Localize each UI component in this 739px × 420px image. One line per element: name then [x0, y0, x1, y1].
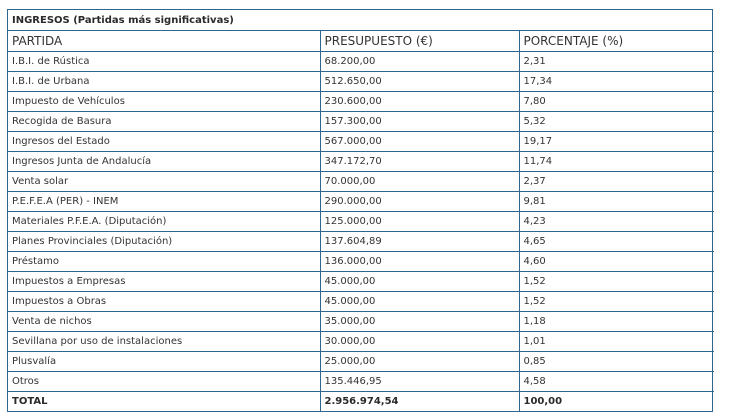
cell-partida: Recogida de Basura: [8, 111, 320, 131]
cell-partida: Préstamo: [8, 251, 320, 271]
ingresos-table: [7, 9, 713, 412]
table-row: [8, 351, 714, 371]
cell-partida: Materiales P.F.E.A. (Diputación): [8, 211, 320, 231]
table-row: [8, 231, 714, 251]
table-row: [8, 71, 714, 91]
cell-porcentaje: 4,65: [519, 231, 714, 251]
table-row: [8, 131, 714, 151]
cell-partida: Impuesto de Vehículos: [8, 91, 320, 111]
cell-partida: Planes Provinciales (Diputación): [8, 231, 320, 251]
cell-presupuesto: 68.200,00: [320, 51, 519, 71]
cell-partida: Otros: [8, 371, 320, 391]
cell-presupuesto: 125.000,00: [320, 211, 519, 231]
header-row: [8, 31, 714, 51]
table-row: [8, 371, 714, 391]
header-porcentaje: PORCENTAJE (%): [519, 31, 714, 51]
cell-porcentaje: 17,34: [519, 71, 714, 91]
cell-porcentaje: 4,58: [519, 371, 714, 391]
cell-partida: I.B.I. de Rústica: [8, 51, 320, 71]
table-row: [8, 311, 714, 331]
table-row: [8, 151, 714, 171]
cell-presupuesto: 137.604,89: [320, 231, 519, 251]
cell-presupuesto: 30.000,00: [320, 331, 519, 351]
table-row: [8, 171, 714, 191]
cell-presupuesto: 512.650,00: [320, 71, 519, 91]
cell-partida: Plusvalía: [8, 351, 320, 371]
cell-porcentaje: 11,74: [519, 151, 714, 171]
cell-partida: Venta de nichos: [8, 311, 320, 331]
cell-partida: Impuestos a Obras: [8, 291, 320, 311]
cell-porcentaje: 2,31: [519, 51, 714, 71]
table-row: [8, 331, 714, 351]
cell-presupuesto: 25.000,00: [320, 351, 519, 371]
cell-porcentaje: 1,18: [519, 311, 714, 331]
cell-presupuesto: 347.172,70: [320, 151, 519, 171]
table-row: [8, 251, 714, 271]
data-grid: [8, 31, 714, 411]
cell-porcentaje: 2,37: [519, 171, 714, 191]
cell-presupuesto: 45.000,00: [320, 291, 519, 311]
total-label: TOTAL: [8, 391, 320, 411]
header-presupuesto: PRESUPUESTO (€): [320, 31, 519, 51]
cell-presupuesto: 70.000,00: [320, 171, 519, 191]
cell-presupuesto: 290.000,00: [320, 191, 519, 211]
table-row: [8, 191, 714, 211]
table-row: [8, 271, 714, 291]
cell-porcentaje: 9,81: [519, 191, 714, 211]
table-row: [8, 51, 714, 71]
cell-porcentaje: 5,32: [519, 111, 714, 131]
table-title: INGRESOS (Partidas más significativas): [8, 10, 712, 31]
cell-porcentaje: 1,52: [519, 271, 714, 291]
cell-presupuesto: 567.000,00: [320, 131, 519, 151]
total-porcentaje: 100,00: [519, 391, 714, 411]
cell-porcentaje: 0,85: [519, 351, 714, 371]
cell-presupuesto: 230.600,00: [320, 91, 519, 111]
cell-partida: Ingresos Junta de Andalucía: [8, 151, 320, 171]
cell-presupuesto: 157.300,00: [320, 111, 519, 131]
cell-presupuesto: 35.000,00: [320, 311, 519, 331]
cell-partida: I.B.I. de Urbana: [8, 71, 320, 91]
cell-porcentaje: 7,80: [519, 91, 714, 111]
cell-porcentaje: 4,60: [519, 251, 714, 271]
table-row: [8, 211, 714, 231]
cell-presupuesto: 45.000,00: [320, 271, 519, 291]
cell-porcentaje: 1,52: [519, 291, 714, 311]
cell-presupuesto: 136.000,00: [320, 251, 519, 271]
header-partida: PARTIDA: [8, 31, 320, 51]
cell-porcentaje: 4,23: [519, 211, 714, 231]
total-presupuesto: 2.956.974,54: [320, 391, 519, 411]
cell-partida: P.E.F.E.A (PER) - INEM: [8, 191, 320, 211]
cell-presupuesto: 135.446,95: [320, 371, 519, 391]
cell-partida: Impuestos a Empresas: [8, 271, 320, 291]
cell-partida: Ingresos del Estado: [8, 131, 320, 151]
cell-porcentaje: 19,17: [519, 131, 714, 151]
total-row: [8, 391, 714, 411]
table-body: [8, 51, 714, 411]
cell-partida: Sevillana por uso de instalaciones: [8, 331, 320, 351]
cell-partida: Venta solar: [8, 171, 320, 191]
cell-porcentaje: 1,01: [519, 331, 714, 351]
table-row: [8, 91, 714, 111]
table-row: [8, 111, 714, 131]
table-row: [8, 291, 714, 311]
